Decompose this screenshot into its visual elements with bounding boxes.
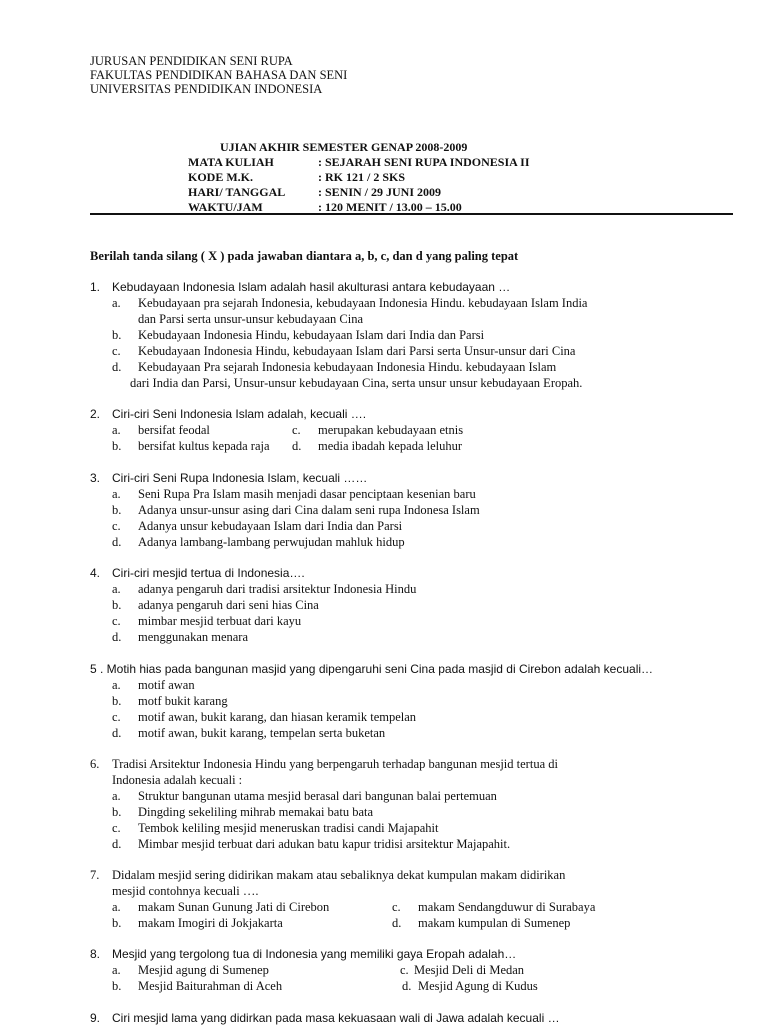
option-text: Dingding sekeliling mihrab memakai batu bata — [138, 805, 374, 819]
option-c[interactable] — [392, 899, 672, 915]
option-text: Mimbar mesjid terbuat dari adukan batu kapur tridisi arsitektur Majapahit. — [138, 837, 511, 851]
option-letter: b. — [112, 694, 122, 708]
option-letter: c. — [112, 614, 121, 628]
option-text: Seni Rupa Pra Islam masih menjadi dasar penciptaan kesenian baru — [138, 487, 476, 501]
option-b[interactable] — [112, 915, 392, 931]
option-letter: c. — [392, 900, 401, 914]
question-number: 5 — [90, 662, 97, 676]
option-text: merupakan kebudayaan etnis — [318, 423, 464, 437]
question-number: 3. — [90, 471, 101, 485]
option-a[interactable] — [112, 899, 392, 915]
option-text: makam Sunan Gunung Jati di Cirebon — [138, 900, 330, 914]
option-letter: d. — [112, 535, 122, 549]
option-text: motif awan — [138, 678, 195, 692]
question-8 — [90, 946, 730, 994]
question-text: . Motih hias pada bangunan masjid yang dipengaruhi seni Cina pada masjid di Cirebon adalah kecuali… — [100, 662, 654, 676]
option-letter: d. — [402, 979, 412, 993]
option-letter: c. — [112, 710, 121, 724]
option-b[interactable] — [90, 327, 730, 343]
question-4 — [90, 565, 730, 645]
meta-label: HARI/ TANGGAL — [188, 185, 286, 199]
meta-value: : SENIN / 29 JUNI 2009 — [318, 185, 442, 199]
option-letter: b. — [112, 503, 122, 517]
option-c[interactable] — [90, 518, 730, 534]
option-letter: a. — [112, 900, 121, 914]
option-d[interactable] — [90, 359, 730, 375]
question-3 — [90, 470, 730, 550]
question-text: Didalam mesjid sering didirikan makam atau sebaliknya dekat kumpulan makam didirikan — [112, 868, 566, 882]
option-continuation: dan Parsi serta unsur-unsur kebudayaan Cina — [138, 312, 364, 326]
option-letter: c. — [112, 821, 121, 835]
option-letter: d. — [392, 916, 402, 930]
option-c[interactable] — [90, 613, 730, 629]
option-b[interactable] — [90, 804, 730, 820]
option-letter: b. — [112, 328, 122, 342]
option-text: Struktur bangunan utama mesjid berasal dari bangunan balai pertemuan — [138, 789, 497, 803]
question-1 — [90, 279, 730, 391]
option-text: media ibadah kepada leluhur — [318, 439, 463, 453]
question-6 — [90, 756, 730, 852]
options-grid — [90, 422, 730, 454]
question-5 — [90, 661, 730, 741]
option-text: menggunakan menara — [138, 630, 249, 644]
option-text: Adanya unsur kebudayaan Islam dari India dan Parsi — [138, 519, 403, 533]
option-text: Kebudayaan Indonesia Hindu, kebudayaan Islam dari Parsi serta Unsur-unsur dari Cina — [138, 344, 576, 358]
option-text: Mesjid Agung di Kudus — [418, 979, 538, 993]
option-c[interactable] — [90, 343, 730, 359]
question-text: Kebudayaan Indonesia Islam adalah hasil akulturasi antara kebudayaan … — [112, 280, 511, 294]
question-number: 9. — [90, 1011, 101, 1025]
option-letter: b. — [112, 916, 122, 930]
question-stem — [90, 470, 730, 486]
option-letter: d. — [112, 837, 122, 851]
options-grid — [90, 899, 730, 931]
option-d[interactable] — [90, 725, 730, 741]
option-c[interactable] — [400, 962, 680, 978]
option-letter: d. — [112, 630, 122, 644]
option-letter: d. — [112, 360, 122, 374]
option-text: makam Imogiri di Jokjakarta — [138, 916, 283, 930]
option-letter: c. — [112, 519, 121, 533]
option-text: motf bukit karang — [138, 694, 228, 708]
question-number: 7. — [90, 868, 100, 882]
option-d[interactable] — [392, 915, 672, 931]
option-text: Adanya lambang-lambang perwujudan mahluk hidup — [138, 535, 405, 549]
question-text: Ciri-ciri Seni Rupa Indonesia Islam, kecuali …… — [112, 471, 368, 485]
option-letter: b. — [112, 439, 122, 453]
question-number: 8. — [90, 947, 101, 961]
question-number: 2. — [90, 407, 101, 421]
institution-header — [90, 54, 347, 96]
option-letter: a. — [112, 487, 121, 501]
option-b[interactable] — [90, 693, 730, 709]
option-text: Mesjid Deli di Medan — [414, 963, 525, 977]
meta-label: MATA KULIAH — [188, 155, 274, 169]
option-a[interactable] — [90, 581, 730, 597]
header-divider — [90, 213, 733, 215]
option-d[interactable] — [90, 534, 730, 550]
question-number: 4. — [90, 566, 101, 580]
option-text: makam Sendangduwur di Surabaya — [418, 900, 596, 914]
option-letter: a. — [112, 963, 121, 977]
instruction-text: Berilah tanda silang ( X ) pada jawaban diantara a, b, c, dan d yang paling tepat — [90, 249, 519, 263]
option-text: Mesjid Baiturahman di Aceh — [138, 979, 283, 993]
meta-label: KODE M.K. — [188, 170, 253, 184]
option-letter: b. — [112, 598, 122, 612]
option-text: adanya pengaruh dari seni hias Cina — [138, 598, 319, 612]
option-text: adanya pengaruh dari tradisi arsitektur Indonesia Hindu — [138, 582, 417, 596]
question-text: Ciri-ciri Seni Indonesia Islam adalah, kecuali …. — [112, 407, 367, 421]
exam-info — [188, 140, 530, 215]
question-7 — [90, 867, 730, 931]
option-text: makam kumpulan di Sumenep — [418, 916, 571, 930]
meta-value: : RK 121 / 2 SKS — [318, 170, 406, 184]
options-grid — [90, 962, 730, 994]
question-stem — [90, 406, 730, 422]
option-a[interactable] — [90, 677, 730, 693]
question-stem — [90, 946, 730, 962]
question-stem — [90, 867, 730, 883]
option-text: motif awan, bukit karang, dan hiasan keramik tempelan — [138, 710, 417, 724]
option-text: Tembok keliling mesjid meneruskan tradisi candi Majapahit — [138, 821, 439, 835]
option-text: Adanya unsur-unsur asing dari Cina dalam seni rupa Indonesa Islam — [138, 503, 480, 517]
option-d[interactable] — [292, 438, 572, 454]
question-stem — [90, 756, 730, 772]
option-letter: c. — [400, 963, 409, 977]
university-line: UNIVERSITAS PENDIDIKAN INDONESIA — [90, 82, 323, 96]
question-text: Ciri-ciri mesjid tertua di Indonesia…. — [112, 566, 305, 580]
option-letter: c. — [112, 344, 121, 358]
option-d[interactable] — [400, 978, 680, 994]
option-c[interactable] — [90, 820, 730, 836]
option-letter: c. — [292, 423, 301, 437]
option-text: Kebudayaan Pra sejarah Indonesia kebudayaan Indonesia Hindu. kebudayaan Islam — [138, 360, 557, 374]
option-text: mimbar mesjid terbuat dari kayu — [138, 614, 302, 628]
option-letter: b. — [112, 979, 122, 993]
option-a[interactable] — [112, 422, 292, 438]
option-a[interactable] — [90, 788, 730, 804]
meta-row-code — [188, 170, 530, 185]
option-text: bersifat kultus kepada raja — [138, 439, 270, 453]
question-number: 6. — [90, 757, 100, 771]
faculty-line: FAKULTAS PENDIDIKAN BAHASA DAN SENI — [90, 68, 348, 82]
option-letter: d. — [292, 439, 302, 453]
question-text-continuation: mesjid contohnya kecuali …. — [112, 884, 259, 898]
option-d[interactable] — [90, 629, 730, 645]
option-letter: d. — [112, 726, 122, 740]
option-b[interactable] — [112, 438, 292, 454]
option-c[interactable] — [292, 422, 572, 438]
option-text: Kebudayaan pra sejarah Indonesia, kebudayaan Indonesia Hindu. kebudayaan Islam India — [138, 296, 588, 310]
option-letter: a. — [112, 423, 121, 437]
meta-value: : 120 MENIT / 13.00 – 15.00 — [318, 200, 462, 214]
option-b[interactable] — [112, 978, 400, 994]
question-text: Tradisi Arsitektur Indonesia Hindu yang berpengaruh terhadap bangunan mesjid tertua di — [112, 757, 558, 771]
option-text: Mesjid agung di Sumenep — [138, 963, 269, 977]
question-stem — [90, 565, 730, 581]
option-continuation: dari India dan Parsi, Unsur-unsur kebudayaan Cina, serta unsur unsur kebudayaan Eropah. — [130, 376, 583, 390]
department-line: JURUSAN PENDIDIKAN SENI RUPA — [90, 54, 293, 68]
option-a[interactable] — [90, 295, 730, 311]
option-b[interactable] — [90, 597, 730, 613]
exam-title: UJIAN AKHIR SEMESTER GENAP 2008-2009 — [220, 140, 468, 154]
meta-label: WAKTU/JAM — [188, 200, 263, 214]
meta-value: : SEJARAH SENI RUPA INDONESIA II — [318, 155, 530, 169]
option-text: Kebudayaan Indonesia Hindu, kebudayaan Islam dari India dan Parsi — [138, 328, 485, 342]
question-stem — [90, 279, 730, 295]
option-text: motif awan, bukit karang, tempelan serta buketan — [138, 726, 386, 740]
question-text-continuation: Indonesia adalah kecuali : — [112, 773, 243, 787]
option-letter: a. — [112, 678, 121, 692]
question-text: Ciri mesjid lama yang didirkan pada masa kekuasaan wali di Jawa adalah kecuali … — [112, 1011, 560, 1025]
option-letter: a. — [112, 296, 121, 310]
option-d[interactable] — [90, 836, 730, 852]
question-2 — [90, 406, 730, 454]
question-number: 1. — [90, 280, 101, 294]
option-a[interactable] — [90, 486, 730, 502]
question-stem — [90, 661, 730, 677]
meta-row-date — [188, 185, 530, 200]
question-text: Mesjid yang tergolong tua di Indonesia yang memiliki gaya Eropah adalah… — [112, 947, 517, 961]
option-letter: a. — [112, 582, 121, 596]
option-letter: a. — [112, 789, 121, 803]
option-b[interactable] — [90, 502, 730, 518]
option-c[interactable] — [90, 709, 730, 725]
option-text: bersifat feodal — [138, 423, 210, 437]
option-a[interactable] — [112, 962, 400, 978]
meta-row-course — [188, 155, 530, 170]
option-letter: b. — [112, 805, 122, 819]
